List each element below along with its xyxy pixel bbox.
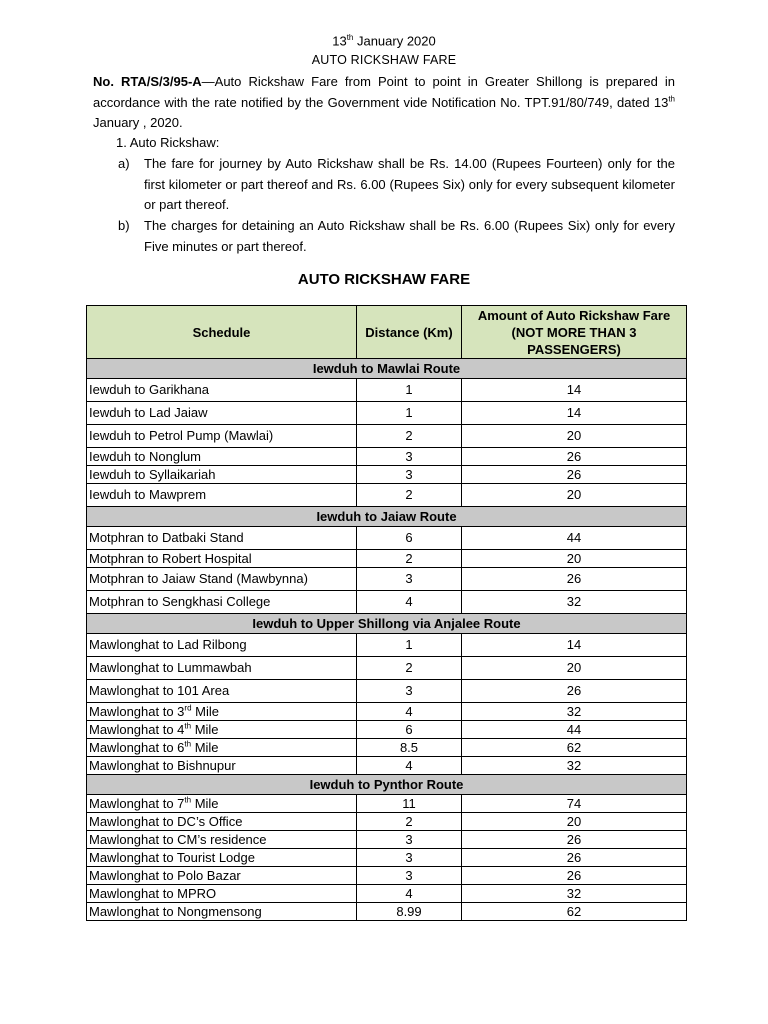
table-row bbox=[87, 550, 687, 568]
header-amount-line-2: (NOT MORE THAN 3 PASSENGERS) bbox=[511, 324, 637, 357]
schedule-cell bbox=[87, 831, 357, 849]
schedule-text-end: Mile bbox=[191, 739, 219, 755]
distance-cell: 2 bbox=[357, 484, 462, 507]
route-name: Iewduh to Jaiaw Route bbox=[87, 507, 687, 527]
table-row bbox=[87, 591, 687, 614]
clause-b bbox=[118, 216, 675, 257]
header-amount-line-1: Amount of Auto Rickshaw Fare bbox=[477, 307, 671, 323]
schedule-text: Iewduh to Syllaikariah bbox=[89, 466, 216, 482]
schedule-text: Mawlonghat to Tourist Lodge bbox=[89, 849, 255, 865]
table-row bbox=[87, 867, 687, 885]
schedule-cell bbox=[87, 466, 357, 484]
table-row bbox=[87, 831, 687, 849]
schedule-cell bbox=[87, 680, 357, 703]
distance-cell: 6 bbox=[357, 721, 462, 739]
route-name: Iewduh to Mawlai Route bbox=[87, 359, 687, 379]
schedule-text: Mawlonghat to CM’s residence bbox=[89, 831, 267, 847]
table-row bbox=[87, 757, 687, 775]
distance-cell: 1 bbox=[357, 379, 462, 402]
table-row bbox=[87, 813, 687, 831]
distance-cell: 8.5 bbox=[357, 739, 462, 757]
fare-cell: 62 bbox=[462, 903, 687, 921]
fare-cell: 26 bbox=[462, 568, 687, 591]
schedule-text-end: Mile bbox=[191, 795, 219, 811]
distance-cell: 4 bbox=[357, 591, 462, 614]
ordinal-suffix: th bbox=[184, 721, 192, 731]
intro-sup: th bbox=[668, 94, 675, 104]
table-row bbox=[87, 795, 687, 813]
header-schedule: Schedule bbox=[87, 306, 357, 359]
route-header-row bbox=[87, 359, 687, 379]
fare-cell: 20 bbox=[462, 657, 687, 680]
table-row bbox=[87, 680, 687, 703]
schedule-cell bbox=[87, 849, 357, 867]
schedule-cell bbox=[87, 484, 357, 507]
schedule-text: Mawlonghat to 4 bbox=[89, 721, 185, 737]
distance-cell: 1 bbox=[357, 402, 462, 425]
schedule-text: Motphran to Jaiaw Stand (Mawbynna) bbox=[89, 571, 308, 586]
fare-cell: 20 bbox=[462, 550, 687, 568]
table-row bbox=[87, 634, 687, 657]
fare-cell: 44 bbox=[462, 721, 687, 739]
distance-cell: 8.99 bbox=[357, 903, 462, 921]
schedule-text: Iewduh to Mawprem bbox=[89, 487, 207, 502]
schedule-text: Motphran to Sengkhasi College bbox=[89, 594, 271, 609]
distance-cell: 3 bbox=[357, 680, 462, 703]
schedule-cell bbox=[87, 657, 357, 680]
fare-cell: 26 bbox=[462, 867, 687, 885]
fare-table-body bbox=[87, 359, 687, 921]
schedule-text-end: Mile bbox=[191, 721, 219, 737]
schedule-text-end: Mile bbox=[191, 703, 219, 719]
route-name: Iewduh to Pynthor Route bbox=[87, 775, 687, 795]
schedule-cell bbox=[87, 379, 357, 402]
table-row bbox=[87, 739, 687, 757]
date-rest: January 2020 bbox=[353, 33, 436, 49]
table-row bbox=[87, 721, 687, 739]
distance-cell: 3 bbox=[357, 831, 462, 849]
fare-cell: 32 bbox=[462, 591, 687, 614]
distance-cell: 3 bbox=[357, 867, 462, 885]
clause-a bbox=[118, 154, 675, 216]
fare-cell: 32 bbox=[462, 757, 687, 775]
schedule-text: Mawlonghat to DC’s Office bbox=[89, 813, 243, 829]
schedule-text: Mawlonghat to 101 Area bbox=[89, 683, 230, 698]
clause-a-label: a) bbox=[118, 156, 130, 171]
schedule-cell bbox=[87, 795, 357, 813]
schedule-cell bbox=[87, 550, 357, 568]
clause-b-label: b) bbox=[118, 218, 130, 233]
distance-cell: 2 bbox=[357, 813, 462, 831]
schedule-text: Mawlonghat to 3 bbox=[89, 703, 185, 719]
fare-cell: 26 bbox=[462, 849, 687, 867]
table-row bbox=[87, 703, 687, 721]
schedule-cell bbox=[87, 867, 357, 885]
route-header-row bbox=[87, 507, 687, 527]
table-row bbox=[87, 425, 687, 448]
clause-a-text: The fare for journey by Auto Rickshaw shall be Rs. 14.00 (Rupees Fourteen) only for the first kilometer or part thereof and Rs. 6.00 (Rupees Six) only for every subsequent kilometer or part thereof. bbox=[144, 156, 675, 212]
schedule-text: Motphran to Datbaki Stand bbox=[89, 530, 244, 545]
fare-cell: 26 bbox=[462, 680, 687, 703]
table-row bbox=[87, 484, 687, 507]
fare-cell: 32 bbox=[462, 885, 687, 903]
ordinal-suffix: th bbox=[184, 795, 192, 805]
document-title: AUTO RICKSHAW FARE bbox=[311, 53, 457, 67]
distance-cell: 2 bbox=[357, 550, 462, 568]
schedule-cell bbox=[87, 903, 357, 921]
table-row bbox=[87, 379, 687, 402]
header-amount bbox=[462, 306, 687, 359]
date-suffix: th bbox=[346, 33, 354, 42]
fare-cell: 32 bbox=[462, 703, 687, 721]
distance-cell: 3 bbox=[357, 466, 462, 484]
fare-cell: 14 bbox=[462, 379, 687, 402]
fare-cell: 62 bbox=[462, 739, 687, 757]
clause-b-text: The charges for detaining an Auto Rickshaw shall be Rs. 6.00 (Rupees Six) only for every Five minutes or part thereof. bbox=[144, 218, 675, 254]
ordinal-suffix: rd bbox=[184, 703, 192, 713]
schedule-cell bbox=[87, 703, 357, 721]
schedule-text: Mawlonghat to Lummawbah bbox=[89, 660, 252, 675]
schedule-cell bbox=[87, 721, 357, 739]
table-row bbox=[87, 849, 687, 867]
schedule-cell bbox=[87, 402, 357, 425]
ordinal-suffix: th bbox=[184, 739, 192, 749]
intro-paragraph bbox=[93, 72, 675, 134]
table-row bbox=[87, 466, 687, 484]
schedule-text: Mawlonghat to MPRO bbox=[89, 885, 217, 901]
route-header-row bbox=[87, 775, 687, 795]
distance-cell: 11 bbox=[357, 795, 462, 813]
table-header-row bbox=[87, 306, 687, 359]
fare-cell: 26 bbox=[462, 831, 687, 849]
intro-text-end: January , 2020. bbox=[93, 115, 183, 130]
schedule-text: Motphran to Robert Hospital bbox=[89, 550, 252, 566]
schedule-text: Mawlonghat to 7 bbox=[89, 795, 185, 811]
schedule-text: Iewduh to Lad Jaiaw bbox=[89, 405, 208, 420]
schedule-text: Iewduh to Garikhana bbox=[89, 382, 209, 397]
table-row bbox=[87, 402, 687, 425]
table-row bbox=[87, 527, 687, 550]
schedule-cell bbox=[87, 813, 357, 831]
schedule-cell bbox=[87, 757, 357, 775]
distance-cell: 1 bbox=[357, 634, 462, 657]
schedule-text: Iewduh to Nonglum bbox=[89, 448, 202, 464]
schedule-cell bbox=[87, 591, 357, 614]
section-heading: 1. Auto Rickshaw: bbox=[116, 135, 220, 150]
route-header-row bbox=[87, 614, 687, 634]
fare-cell: 14 bbox=[462, 634, 687, 657]
schedule-cell bbox=[87, 527, 357, 550]
distance-cell: 4 bbox=[357, 885, 462, 903]
table-title: AUTO RICKSHAW FARE bbox=[297, 271, 471, 288]
fare-cell: 26 bbox=[462, 448, 687, 466]
schedule-cell bbox=[87, 448, 357, 466]
fare-cell: 20 bbox=[462, 425, 687, 448]
schedule-cell bbox=[87, 425, 357, 448]
fare-cell: 44 bbox=[462, 527, 687, 550]
schedule-text: Mawlonghat to Bishnupur bbox=[89, 757, 236, 773]
distance-cell: 2 bbox=[357, 425, 462, 448]
table-row bbox=[87, 448, 687, 466]
schedule-cell bbox=[87, 634, 357, 657]
header-distance: Distance (Km) bbox=[357, 306, 462, 359]
distance-cell: 3 bbox=[357, 448, 462, 466]
document-date bbox=[0, 33, 768, 48]
table-row bbox=[87, 657, 687, 680]
schedule-cell bbox=[87, 885, 357, 903]
intro-text: —Auto Rickshaw Fare from Point to point in Greater Shillong is prepared in accordance with the rate notified by the Government vide Notification No. TPT.91/80/749, dated 13 bbox=[93, 74, 675, 110]
schedule-cell bbox=[87, 568, 357, 591]
distance-cell: 4 bbox=[357, 757, 462, 775]
distance-cell: 4 bbox=[357, 703, 462, 721]
fare-cell: 74 bbox=[462, 795, 687, 813]
schedule-text: Mawlonghat to Lad Rilbong bbox=[89, 637, 247, 652]
date-day: 13 bbox=[332, 33, 347, 49]
distance-cell: 3 bbox=[357, 568, 462, 591]
fare-cell: 14 bbox=[462, 402, 687, 425]
fare-cell: 26 bbox=[462, 466, 687, 484]
table-row bbox=[87, 885, 687, 903]
schedule-text: Mawlonghat to Nongmensong bbox=[89, 903, 262, 919]
table-row bbox=[87, 903, 687, 921]
route-name: Iewduh to Upper Shillong via Anjalee Route bbox=[87, 614, 687, 634]
fare-cell: 20 bbox=[462, 484, 687, 507]
distance-cell: 2 bbox=[357, 657, 462, 680]
fare-table bbox=[86, 305, 687, 921]
table-row bbox=[87, 568, 687, 591]
schedule-text: Mawlonghat to 6 bbox=[89, 739, 185, 755]
schedule-text: Iewduh to Petrol Pump (Mawlai) bbox=[89, 428, 274, 443]
distance-cell: 3 bbox=[357, 849, 462, 867]
reference-number: No. RTA/S/3/95-A bbox=[93, 74, 202, 89]
schedule-text: Mawlonghat to Polo Bazar bbox=[89, 867, 241, 883]
distance-cell: 6 bbox=[357, 527, 462, 550]
schedule-cell bbox=[87, 739, 357, 757]
fare-cell: 20 bbox=[462, 813, 687, 831]
